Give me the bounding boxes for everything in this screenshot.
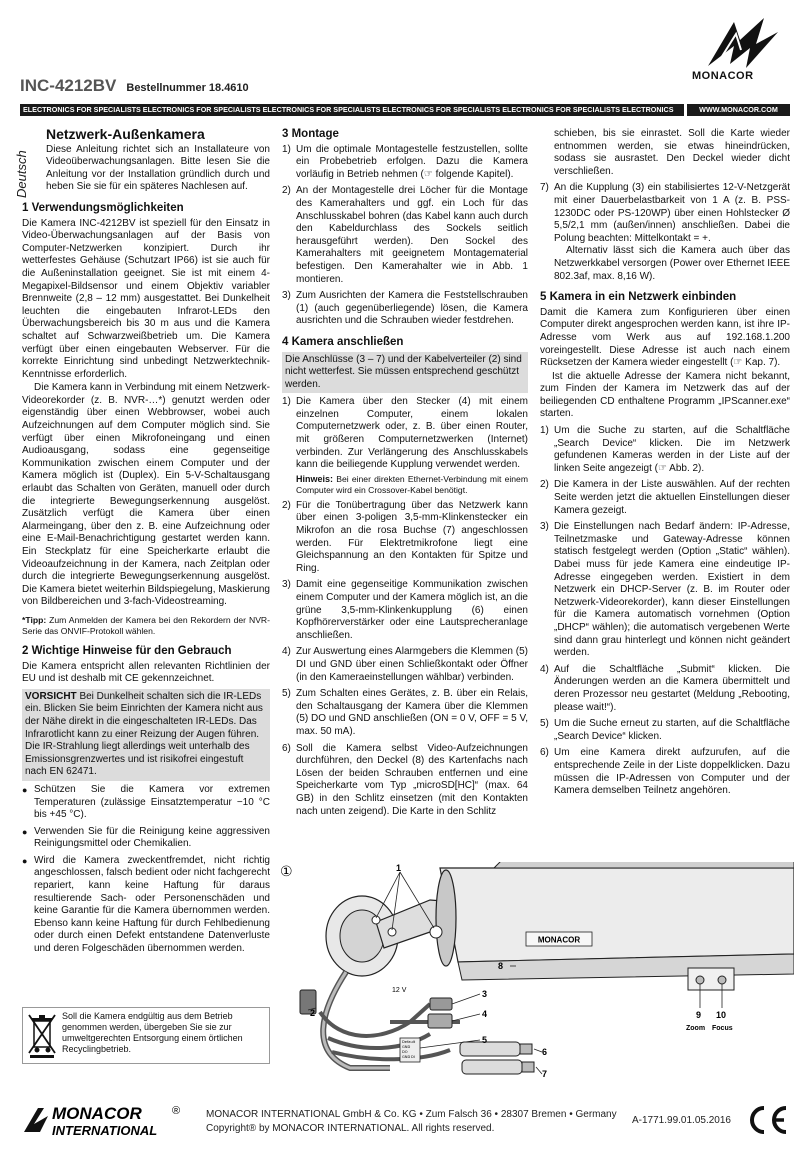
- voltage-label: 12 V: [392, 987, 407, 994]
- callout-7: 7: [542, 1069, 548, 1079]
- hint-note: Hinweis: Bei einer direkten Ethernet-Verbindung mit einem Computer wird ein Crossover-Kabel benötigt.: [296, 473, 528, 495]
- callout-6: 6: [542, 1047, 548, 1057]
- callout-3: 3: [482, 989, 488, 999]
- list-item: 4) Zur Auswertung eines Alarmgebers die Klemmen (5) DI und GND über einen Schließkontakt oder Öffner (in den Kameraeinstellungen wählbar) verbinden.: [282, 646, 528, 683]
- section-1-paragraph-1: Die Kamera INC-4212BV ist speziell für den Einsatz in Video-Überwachungsanlagen auf der Basis von Computer-Netzwerken konzipiert. Durch ihr wetterfestes Gehäuse (Schutzart IP66) ist sie auch für die Außeninstallation geeignet. Sie ist mit einem 4-Megapixel-Bildsensor und einem Objektiv variabler Brennweite (2,8 – 12 mm) ausgestattet. Bei Dunkelheit leuchten die eingebauten Infrarot-LEDs den Überwachungsbereich bis 30 m aus und die Kamera schaltet auf Schwarzweißbetrieb um. Die Kamera verfügt über einen eingebauten Webserver. Für die korrekte Einrichtung sind unbedingt Netzwerktechnik-Kenntnisse erforderlich.: [22, 217, 270, 380]
- list-item: 1) Die Kamera über den Stecker (4) mit einem einzelnen Computer, einem lokalen Computernetzwerk oder, z. B. über einen Router, mit größeren Computernetzwerken (Internet) verbinden. Zur Verlängerung des Anschlusskabels kann die beiliegende Kupplung verwendet werden. Hinweis: Bei einer direkten Ethernet-Verbindung mit einem Computer wird ein Crossover-Kabel benötigt.: [282, 396, 528, 495]
- callout-2: 2: [310, 1008, 316, 1018]
- svg-text:GND: GND: [402, 1055, 411, 1059]
- monacor-international-logo: [22, 1102, 202, 1138]
- list-item: 2) Für die Tonübertragung über das Netzwerk kann über einen 3-poligen 3,5-mm-Klinkenstecker ein Mikrofon an die rosa Buchse (7) angeschlossen werden. Für Elektretmikrofone liegt eine Gleichspannung an den Kontakten für Spitze und Ring.: [282, 499, 528, 574]
- tip-note: [22, 615, 270, 637]
- step-6-continuation: schieben, bis sie einrastet. Soll die Karte wieder entnommen werden, sie etwas hineindrücken, sodass sie ausrastet. Den Deckel wieder dicht verschließen.: [554, 128, 790, 177]
- list-item: 1) Um die optimale Montagestelle festzustellen, sollte ein Probebetrieb erfolgen. Dazu die Kamera vorläufig in Betrieb nehmen (☞ folgende Kapitel).: [282, 143, 528, 180]
- recycling-box: [22, 1007, 270, 1064]
- list-item: 6) Soll die Kamera selbst Video-Aufzeichnungen durchführen, den Deckel (8) des Kartenfachs nach Lösen der beiden Schrauben entfernen und eine Speicherkarte vom Typ „microSD[HC]“ (max. 64 GB) in den Schlitz einsetzen (mit den Kontakten nach unten zeigend). Die Karte in den Schlitz: [282, 742, 528, 817]
- list-item: 6) Um eine Kamera direkt aufzurufen, auf die entsprechende Zeile in der Liste doppelklicken. Dazu müssen die IP-Adressen von Computer und der Kamera demselben Teilnetz angehören.: [540, 747, 790, 797]
- montage-steps: [282, 144, 528, 328]
- svg-text:GND: GND: [402, 1045, 411, 1049]
- section-2-heading: 2 Wichtige Hinweise für den Gebrauch: [22, 644, 232, 657]
- section-5-heading: 5 Kamera in ein Netzwerk einbinden: [540, 291, 737, 304]
- caution-label: VORSICHT: [25, 690, 77, 702]
- column-3: [540, 128, 790, 802]
- section-1-paragraph-2: Die Kamera kann in Verbindung mit einem Netzwerk-Videorekorder (z. B. NVR-…*) genutzt werden oder eigenständig über einen Webbrowser, wobei auch Aufzeichnungen auf dem Computer möglich sind. Sie verfügt über einen Mikrofoneingang und einen Audioausgang, sodass eine gegenseitige Kommunikation zwischen einem Computer und der Kamera möglich ist (Duplex). Ein 5-V-Schaltausgang erlaubt das Schalten von Geräten, manuell oder durch die integrierte Bewegungserkennung ausgelöst. Zusätzlich verfügt die Kamera über einen Alarmeingang, über den z. B. eine Aufzeichnung oder eine E-Mail-Benachrichtigung gestartet werden kann. Ein Steckplatz für eine Speicherkarte erlaubt die Videoaufzeichnung in der Kamera, nach Zeitplan oder durch die integrierte Bewegungserkennung ausgelöst. Die Kamera bietet weiterhin Bildspiegelung, Maskierung von Bildbereichen und 3-fach-Videostreaming.: [22, 382, 270, 608]
- footer-address: MONACOR INTERNATIONAL GmbH & Co. KG • Zum Falsch 36 • 28307 Bremen • Germany: [206, 1109, 617, 1120]
- svg-text:Default: Default: [402, 1040, 416, 1044]
- list-item: 2) An der Montagestelle drei Löcher für die Montage des Kamerahalters und ggf. ein Loch für das Anschlusskabel bohren (das Kabel kann auch durch den Kabeldurchlass des Sockels seitlich herausgeführt werden). Den Sockel des Kamerahalters mit geeignetem Montagematerial befestigen. Den Kamerahalter wie in Abb. 1 montieren.: [282, 185, 528, 285]
- list-item: ● Wird die Kamera zweckentfremdet, nicht richtig angeschlossen, falsch bedient oder nicht fachgerecht repariert, kann keine Haftung für daraus resultierende Sach- oder Personenschäden und keine Garantie für die Kamera übernommen werden. Ebenso kann keine Haftung für durch Fehlbedienung oder durch einen Defekt entstandene Datenverluste und deren Folgeschäden übernommen werden.: [22, 854, 270, 955]
- brand-name: MONACOR: [692, 70, 754, 82]
- figure-number: ①: [280, 864, 293, 880]
- caution-box: [22, 689, 270, 781]
- section-3-heading: 3 Montage: [282, 128, 339, 140]
- callout-10: 10: [716, 1010, 727, 1020]
- tip-label: *Tipp:: [22, 614, 47, 625]
- specialists-strip: ELECTRONICS FOR SPECIALISTS ELECTRONICS FOR SPECIALISTS ELECTRONICS FOR SPECIALISTS ELECTRONICS FOR SPECIALISTS ELECTRONICS FOR SPECIALISTS ELECTRONICS: [20, 104, 684, 116]
- column-1: [22, 128, 270, 960]
- crossed-bin-icon: [26, 1011, 62, 1060]
- monacor-logo: [686, 14, 792, 92]
- list-item: 1) Um die Suche zu starten, auf die Schaltfläche „Search Device“ klicken. Die im Netzwerk gefundenen Kameras werden in der Liste auf der linken Seite angezeigt (☞ Abb. 2).: [540, 425, 790, 474]
- order-number: Bestellnummer 18.4610: [126, 82, 249, 94]
- lightning-logo-icon: [686, 14, 792, 70]
- caution-text: Bei Dunkelheit schalten sich die IR-LEDs ein. Blicken Sie beim Einrichten der Kamera nicht aus der Nähe direkt in die eingeschalteten IR-LEDs. Das Infrarotlicht kann zu einer Reizung der Augen führen. Die IR-Strahlung liegt allerdings weit unterhalb des Emissionsgrenzwertes und ist risikofrei eingestuft nach EN 62471.: [25, 690, 263, 778]
- list-item: 2) Die Kamera in der Liste auswählen. Auf der rechten Seite werden jetzt die aktuellen Einstellungen dieser Kamera gezeigt.: [540, 479, 790, 516]
- callout-9: 9: [696, 1010, 702, 1020]
- recycling-text: Soll die Kamera endgültig aus dem Betrieb genommen werden, übergeben Sie sie zur umweltgerechten Entsorgung einem örtlichen Recyclingbetrieb.: [62, 1011, 243, 1054]
- callout-5: 5: [482, 1035, 488, 1045]
- safety-bullets: [22, 784, 270, 956]
- column-2: [282, 128, 528, 822]
- list-item: 7) An die Kupplung (3) ein stabilisiertes 12-V-Netzgerät mit einer Dauerbelastbarkeit von 1 A (z. B. PSS-1230DC oder PS-120WP) über einen Hohlstecker Ø 5,5/2,1 mm (außen/innen) anschließen. Dabei die Polung beachten: Mittelkontakt = +. Alternativ lässt sich die Kamera auch über das Netzwerkkabel versorgen (Power over Ethernet IEEE 802.3af, max. 8,16 W).: [540, 182, 790, 282]
- list-item: 3) Zum Ausrichten der Kamera die Feststellschrauben (1) (auch gegenüberliegende) lösen, die Kamera ausrichten und die Schrauben wieder festdrehen.: [282, 290, 528, 327]
- callout-8: 8: [498, 961, 504, 971]
- footer-logo-main: MONACOR: [52, 1104, 142, 1123]
- list-item: ● Schützen Sie die Kamera vor extremen Temperaturen (zulässige Einsatztemperatur −10 °C bis +45 °C).: [22, 783, 270, 821]
- page-title: Netzwerk-Außenkamera: [46, 126, 205, 142]
- connection-steps-cont: [540, 182, 790, 283]
- zoom-label: Zoom: [686, 1025, 706, 1032]
- footer-copyright: Copyright® by MONACOR INTERNATIONAL. All rights reserved.: [206, 1123, 495, 1134]
- callout-4: 4: [482, 1009, 488, 1019]
- section-2-paragraph-1: Die Kamera entspricht allen relevanten Richtlinien der EU und ist deshalb mit CE gekennzeichnet.: [22, 660, 270, 685]
- list-item: 4) Auf die Schaltfläche „Submit“ klicken. Die Änderungen werden an die Kamera übermittelt und deren Prozessor neu gestartet (Meldung „Rebooting, please wait!“).: [540, 663, 790, 713]
- footer-address-block: [206, 1108, 617, 1136]
- logo-mark-icon: [24, 1108, 48, 1132]
- callout-1: 1: [396, 863, 402, 873]
- svg-text:DO: DO: [402, 1050, 408, 1054]
- language-tab: Deutsch: [14, 150, 29, 198]
- ce-mark-icon: [744, 1104, 790, 1136]
- focus-label: Focus: [712, 1025, 733, 1032]
- network-steps: [540, 425, 790, 798]
- weatherproof-note: Die Anschlüsse (3 – 7) und der Kabelverteiler (2) sind nicht wetterfest. Sie müssen entsprechend geschützt werden.: [282, 352, 528, 394]
- section-4-heading: 4 Kamera anschließen: [282, 335, 404, 348]
- list-item: 3) Damit eine gegenseitige Kommunikation zwischen einem Computer und der Kamera möglich ist, an die grüne 3,5-mm-Klinkenkupplung (6) einen Kopfhörerverstärker oder eine Lautsprecheranlage anschließen.: [282, 579, 528, 641]
- footer-logo-sub: INTERNATIONAL: [52, 1123, 158, 1138]
- section-5-paragraph-2: Ist die aktuelle Adresse der Kamera nicht bekannt, zum Finden der Kamera im Netzwerk das auf der beiliegenden CD enthaltene Programm „IPScanner.exe“ starten.: [540, 370, 790, 420]
- section-1-heading: 1 Verwendungsmöglichkeiten: [22, 201, 184, 214]
- svg-text:DI: DI: [411, 1055, 415, 1059]
- list-item: 3) Die Einstellungen nach Bedarf ändern: IP-Adresse, Teilnetzmaske und Gateway-Adresse können statisch festgelegt werden (Option „Static“ wählen). Dabei muss für jede Kamera eine eindeutige IP-Adresse eingegeben werden. Existiert in dem Netzwerk ein DHCP-Server (z. B. im Router oder Netzwerk-Videorekorder), kann dieser Einstellungen für die Kamera automatisch vornehmen (Option „DHCP“ wählen); die automatisch vergebenen Werte sind dann grau hinterlegt und können nicht geändert werden.: [540, 521, 790, 659]
- camera-figure: [280, 862, 794, 1084]
- tip-text: Zum Anmelden der Kamera bei den Rekordern der NVR-Serie das ONVIF-Protokoll wählen.: [22, 614, 270, 636]
- camera-illustration: [280, 862, 794, 1084]
- intro-text: Diese Anleitung richtet sich an Installateure von Videoüberwachungsanlagen. Bitte lesen Sie die Anleitung vor der Installation gründlich durch und heben Sie sie für ein späteres Nachlesen auf.: [46, 143, 270, 193]
- model-line: [20, 76, 249, 96]
- model-number: INC-4212BV: [20, 76, 117, 95]
- section-5-paragraph-1: Damit die Kamera zum Konfigurieren über einen Computer direkt angesprochen werden kann, ist ihre IP-Adresse vom Werk aus auf 192.168.1.200 voreingestellt. Diese Adresse ist auch nach einem Rücksetzen der Kamera wieder eingestellt (☞ Kap. 7).: [540, 306, 790, 369]
- website-url[interactable]: WWW.MONACOR.COM: [687, 104, 790, 116]
- document-code: A-1771.99.01.05.2016: [632, 1115, 731, 1126]
- list-item: ● Verwenden Sie für die Reinigung keine aggressiven Reinigungsmittel oder Chemikalien.: [22, 825, 270, 850]
- svg-text:®: ®: [172, 1105, 181, 1117]
- list-item: 5) Zum Schalten eines Gerätes, z. B. über ein Relais, den Schaltausgang der Kamera über die Klemmen (5) DO und GND anschließen (ON = 0 V, OFF = 5 V, max. 50 mA).: [282, 688, 528, 737]
- list-item: 5) Um die Suche erneut zu starten, auf die Schaltfläche „Search Device“ klicken.: [540, 718, 790, 742]
- connection-steps: [282, 396, 528, 818]
- camera-brand-label: MONACOR: [537, 935, 581, 945]
